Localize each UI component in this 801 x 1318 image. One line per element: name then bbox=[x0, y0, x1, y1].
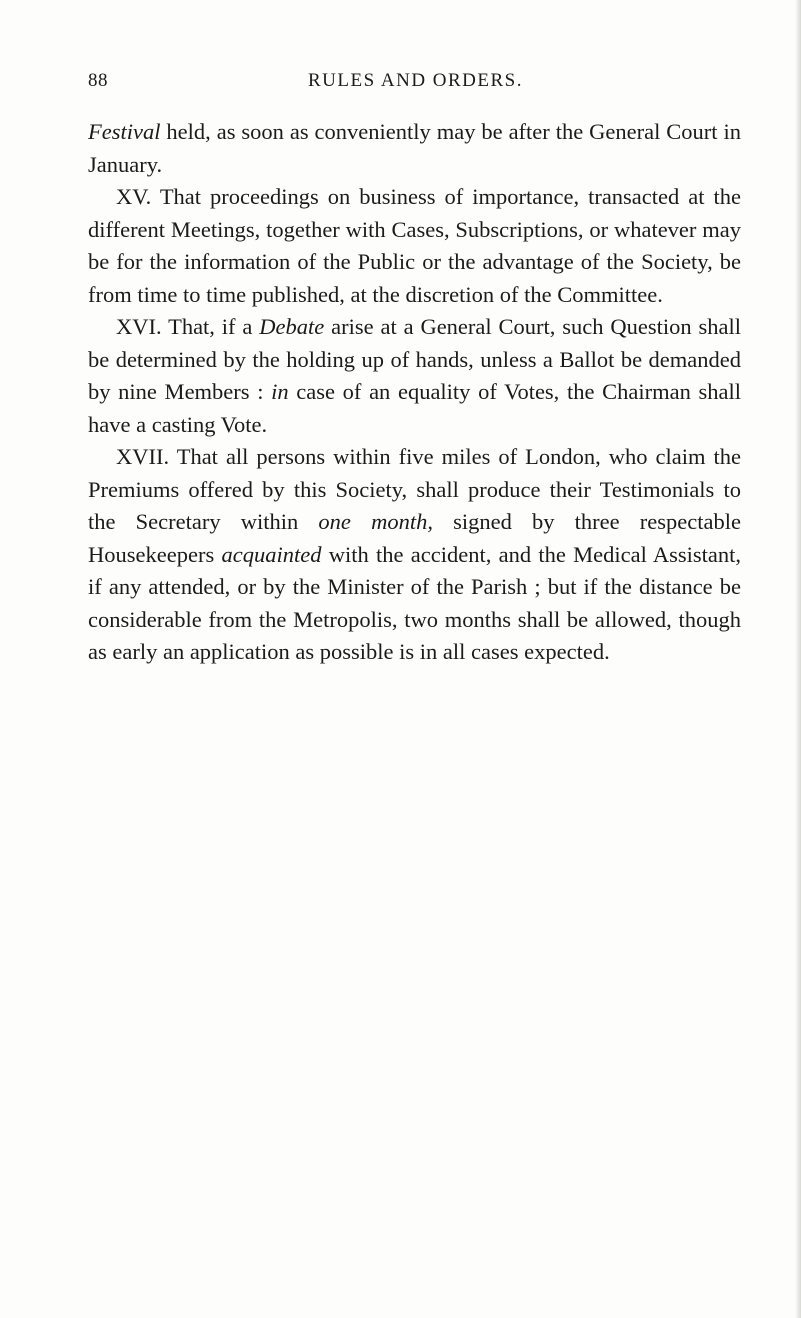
paragraph-rule-xv: XV. That proceedings on business of importance, transacted at the different Meetings, together with Cases, Subscriptions, or whatever may be for the information of the Public or the advantage of the Society, be from time to time published, at the discretion of the Committee. bbox=[88, 184, 741, 307]
italic-festival: Festival bbox=[88, 119, 161, 144]
page-edge-shadow bbox=[795, 0, 801, 1318]
italic-debate: Debate bbox=[259, 314, 325, 339]
rule-xvi-part-b: arise at a General Court, such Question shall be determined by the holding up of hands, unless a Ballot be demanded by nine Members : bbox=[88, 314, 741, 404]
rule-xvii-part-c: with the accident, and the Medical Assistant, if any attended, or by the Minister of the Parish ; but if the distance be considerable from the Metropolis, two months shall be allowed, though as early an application as possible is in all cases expected. bbox=[88, 541, 742, 664]
paragraph-rule-xvii bbox=[88, 441, 741, 669]
page-number: 88 bbox=[88, 70, 108, 91]
body-text bbox=[88, 116, 741, 669]
rule-xvi-part-c: case of an equality of Votes, the Chairman shall have a casting Vote. bbox=[88, 379, 741, 437]
italic-acquainted: acquainted bbox=[221, 541, 322, 567]
italic-in: in bbox=[271, 379, 289, 404]
rule-xvii-part-b: signed by three respectable Housekeepers bbox=[88, 509, 741, 567]
running-title: RULES AND ORDERS. bbox=[308, 70, 523, 91]
rule-xvii-part-a: XVII. That all persons within five miles of London, who claim the Premiums offered by this Society, shall produce their Testimonials to the Secretary within bbox=[88, 444, 741, 534]
page-content bbox=[88, 70, 741, 669]
paragraph-festival-text: held, as soon as conveniently may be after the General Court in January. bbox=[88, 119, 741, 177]
running-head bbox=[88, 70, 741, 104]
rule-xvi-part-a: XVI. That, if a bbox=[116, 314, 260, 339]
italic-one-month: one month, bbox=[318, 509, 433, 534]
paragraph-festival bbox=[88, 116, 741, 181]
paragraph-rule-xvi bbox=[88, 311, 741, 441]
